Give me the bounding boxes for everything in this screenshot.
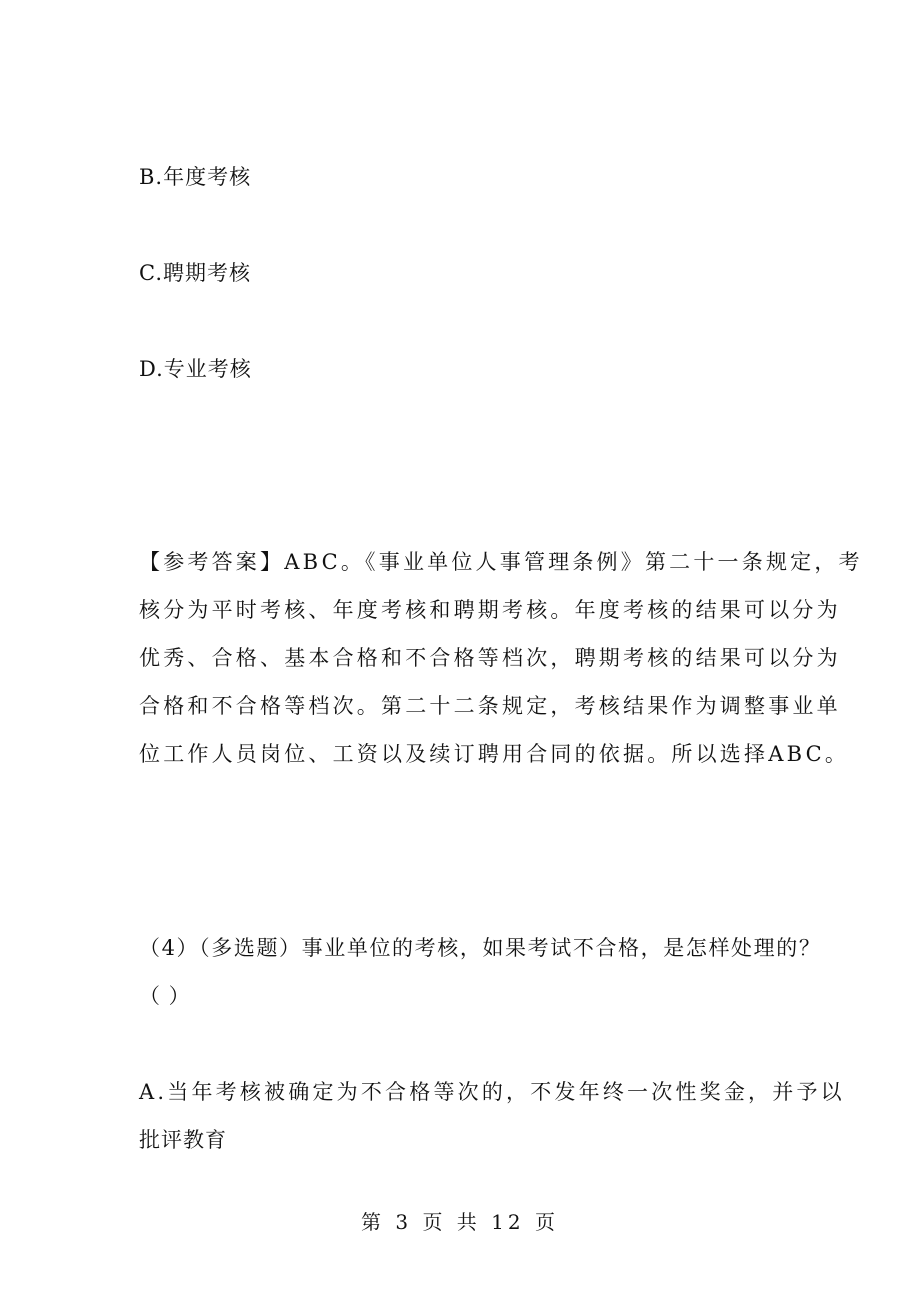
answer-line: 位工作人员岗位、工资以及续订聘用合同的依据。所以选择ABC。 — [139, 742, 850, 766]
question-4-blank: （ ） — [139, 984, 191, 1008]
option-a-line2: 批评教育 — [139, 1128, 227, 1152]
answer-line: 优秀、合格、基本合格和不合格等档次，聘期考核的结果可以分为 — [139, 646, 841, 670]
answer-line: 合格和不合格等档次。第二十二条规定，考核结果作为调整事业单 — [139, 694, 841, 718]
option-b: B.年度考核 — [139, 165, 252, 189]
page-footer: 第 3 页 共 12 页 — [361, 1210, 559, 1234]
answer-line: 【参考答案】ABC。《事业单位人事管理条例》第二十一条规定，考 — [139, 550, 863, 574]
option-a-line1: A.当年考核被确定为不合格等次的，不发年终一次性奖金，并予以 — [139, 1080, 845, 1104]
option-c: C.聘期考核 — [139, 261, 251, 285]
question-4-stem: （4）（多选题）事业单位的考核，如果考试不合格，是怎样处理的？ — [139, 936, 822, 960]
option-d: D.专业考核 — [139, 357, 252, 381]
answer-line: 核分为平时考核、年度考核和聘期考核。年度考核的结果可以分为 — [139, 598, 841, 622]
